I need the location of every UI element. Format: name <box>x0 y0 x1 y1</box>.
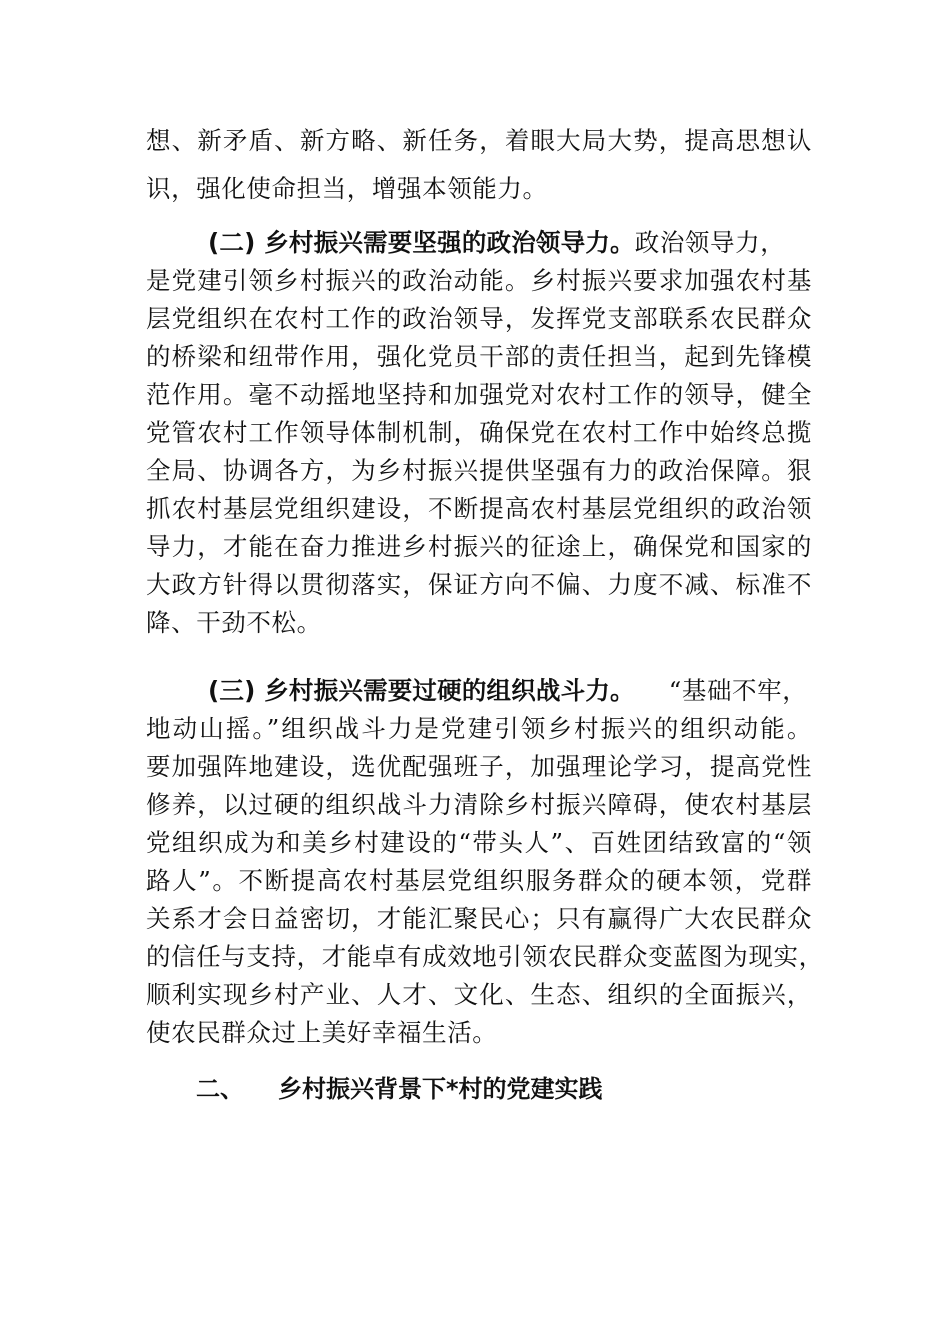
heading-number: 二、 <box>196 1075 244 1103</box>
section-lead: (三) 乡村振兴需要过硬的组织战斗力。 <box>208 676 635 705</box>
text-line: 导力，才能在奋力推进乡村振兴的征途上，确保党和国家的 <box>146 532 812 561</box>
text-line: 层党组织在农村工作的政治领导，发挥党支部联系农民群众 <box>146 304 812 333</box>
text-fragment: 政治领导力， <box>634 228 786 257</box>
text-line: 的信任与支持，才能卓有成效地引领农民群众变蓝图为现实， <box>146 942 824 971</box>
first-line <box>208 676 812 706</box>
text-line: 全局、协调各方，为乡村振兴提供坚强有力的政治保障。狠 <box>146 456 812 485</box>
text-line: 顺利实现乡村产业、人才、文化、生态、组织的全面振兴， <box>146 980 812 1009</box>
section-heading <box>196 1074 603 1104</box>
text-line: 党组织成为和美乡村建设的“带头人”、百姓团结致富的“领 <box>146 828 812 857</box>
text-line: 范作用。毫不动摇地坚持和加强党对农村工作的领导，健全 <box>146 380 812 409</box>
text-line: 降、干劲不松。 <box>146 608 322 637</box>
text-line: 的桥梁和纽带作用，强化党员干部的责任担当，起到先锋模 <box>146 342 812 371</box>
text-line: 党管农村工作领导体制机制，确保党在农村工作中始终总揽 <box>146 418 812 447</box>
text-line: 识，强化使命担当，增强本领能力。 <box>146 174 548 203</box>
text-line: 大政方针得以贯彻落实，保证方向不偏、力度不减、标准不 <box>146 570 812 599</box>
text-line: 要加强阵地建设，选优配强班子，加强理论学习，提高党性 <box>146 752 812 781</box>
heading-title: 乡村振兴背景下*村的党建实践 <box>278 1075 603 1103</box>
text-line: 想、新矛盾、新方略、新任务，着眼大局大势，提高思想认 <box>146 126 812 155</box>
text-line: 是党建引领乡村振兴的政治动能。乡村振兴要求加强农村基 <box>146 266 812 295</box>
section-lead: (二) 乡村振兴需要坚强的政治领导力。 <box>208 228 635 257</box>
text-line: 使农民群众过上美好幸福生活。 <box>146 1018 498 1047</box>
first-line <box>208 228 812 258</box>
text-line: 地动山摇。”组织战斗力是党建引领乡村振兴的组织动能。 <box>146 714 812 743</box>
text-line: 修养，以过硬的组织战斗力清除乡村振兴障碍，使农村基层 <box>146 790 812 819</box>
text-fragment: “基础不牢， <box>668 676 808 705</box>
text-line: 关系才会日益密切，才能汇聚民心；只有赢得广大农民群众 <box>146 904 812 933</box>
text-line: 抓农村基层党组织建设，不断提高农村基层党组织的政治领 <box>146 494 812 523</box>
text-line: 路人”。不断提高农村基层党组织服务群众的硬本领，党群 <box>146 866 812 895</box>
